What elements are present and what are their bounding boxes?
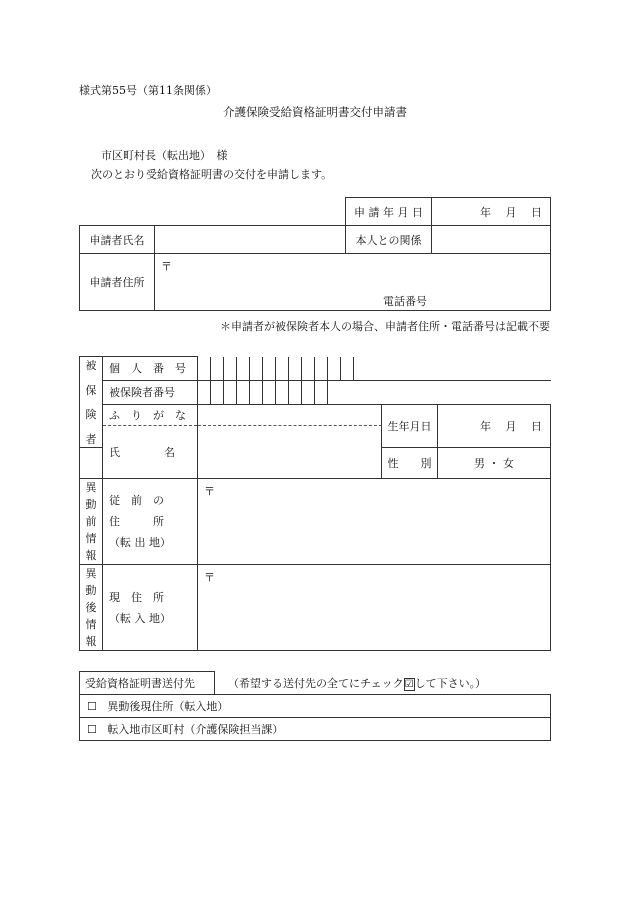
send-option-municipality[interactable]: ☐ 転入地市区町村（介護保険担当課） — [80, 718, 551, 741]
insured-number-label: 被保険者番号 — [103, 380, 198, 404]
application-date-label: 申 請 年 月 日 — [346, 198, 432, 226]
name-label: 氏 名 — [103, 426, 198, 479]
name-field[interactable] — [198, 426, 382, 479]
applicant-name-label: 申請者氏名 — [80, 226, 155, 254]
application-date-field[interactable]: 年 月 日 — [432, 198, 551, 226]
send-options-table — [79, 694, 551, 741]
sex-label: 性 別 — [382, 448, 438, 479]
checkbox[interactable]: ☐ — [87, 723, 97, 736]
addressee: 市区町村長（転出地） 様 — [101, 149, 228, 162]
page-title: 介護保険受給資格証明書交付申請書 — [223, 105, 407, 119]
insured-side-label: 被 保 険 者 — [80, 357, 103, 448]
phone-label: 電話番号 — [383, 295, 427, 308]
sex-field[interactable]: 男 ・ 女 — [438, 448, 551, 479]
applicant-address-label: 申請者住所 — [80, 254, 155, 311]
before-side-label: 異 動 前 情 報 — [80, 479, 103, 565]
applicant-address-field[interactable] — [155, 254, 551, 311]
personal-number-boxes[interactable] — [198, 357, 551, 381]
after-side-label: 異 動 後 情 報 — [80, 565, 103, 651]
furigana-field[interactable] — [198, 404, 382, 426]
applicant-note: ＊申請者が被保険者本人の場合、申請者住所・電話番号は記載不要 — [220, 320, 550, 333]
form-number: 様式第55号（第11条関係） — [79, 84, 217, 97]
birth-field[interactable]: 年 月 日 — [438, 404, 551, 448]
birth-label: 生年月日 — [382, 404, 438, 448]
checkbox[interactable]: ☐ — [87, 700, 97, 713]
postal-mark: 〒 — [161, 260, 172, 273]
before-address-label: 従 前 の 住 所 （転 出 地） — [103, 479, 198, 565]
postal-mark: 〒 — [204, 571, 215, 584]
after-address-field[interactable] — [198, 565, 551, 651]
insured-number-boxes[interactable] — [198, 380, 551, 404]
send-label: 受給資格証明書送付先 — [79, 671, 215, 694]
after-address-label: 現 住 所 （転 入 地） — [103, 565, 198, 651]
personal-number-label: 個 人 番 号 — [103, 357, 198, 381]
relation-field[interactable] — [432, 226, 551, 254]
relation-label: 本人との関係 — [346, 226, 432, 254]
check-icon: ☑ — [404, 679, 414, 690]
postal-mark: 〒 — [204, 485, 215, 498]
before-address-field[interactable] — [198, 479, 551, 565]
intro-text: 次のとおり受給資格証明書の交付を申請します。 — [91, 168, 333, 181]
applicant-table — [79, 197, 551, 311]
insured-table — [79, 356, 551, 651]
furigana-label: ふ り が な — [103, 404, 198, 426]
send-instruction: （希望する送付先の全てにチェック☑して下さい。） — [228, 677, 487, 690]
send-option-current-address[interactable]: ☐ 異動後現住所（転入地） — [80, 695, 551, 718]
applicant-name-field[interactable] — [155, 226, 346, 254]
